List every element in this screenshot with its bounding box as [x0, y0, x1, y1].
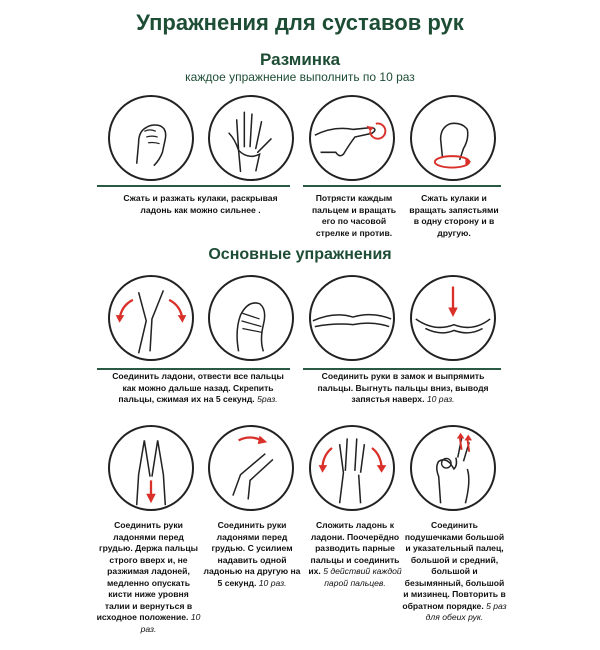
warmup-caption-1: Сжать и разжать кулаки, раскрывая ладонь как можно сильнее . — [123, 193, 278, 215]
warmup-heading: Разминка — [259, 50, 341, 69]
main-row2-caption-4: Соединить подушечками большой и указательный палец, большой и средний, большой и безымянный, большой и мизинец. Повторить в обратном порядке. 5 раз для обеих рук. — [402, 520, 507, 622]
main-heading: Основные упражнения — [208, 246, 392, 263]
wrist-rotate-icon — [410, 95, 496, 181]
divider — [303, 185, 501, 187]
fist-icon — [108, 95, 194, 181]
main-row2-caption-1: Соединить руки ладонями перед грудью. Держа пальцы строго вверх и, не разжимая ладоней, медленно опускать кисти ниже уровня талии и вернуться в исходное положение. 10 раз. — [96, 520, 201, 634]
prayer-hands-down-icon — [108, 425, 194, 511]
palm-press-icon — [208, 425, 294, 511]
main-row2-caption-3: Сложить ладонь к ладони. Поочерёдно разводить парные пальцы и соединить их. 5 действий каждой парой пальцев. — [308, 520, 402, 588]
divider — [97, 368, 290, 370]
spread-finger-pairs-icon — [309, 425, 395, 511]
interlocked-hands-icon — [208, 275, 294, 361]
main-row1-caption-left: Соединить ладони, отвести все пальцы как можно дальше назад. Скрепить пальцы, сжимая их на 5 секунд. 5раз. — [112, 371, 284, 404]
main-row1-caption-right: Соединить руки в замок и выпрямить пальцы. Выгнуть пальцы вниз, выводя запястья наверх. 10 раз. — [317, 371, 489, 404]
warmup-caption-4: Сжать кулаки и вращать запястьями в одну сторону и в другую. — [409, 193, 499, 238]
palms-spread-fingers-icon — [108, 275, 194, 361]
divider — [97, 185, 290, 187]
main-row2-caption-2: Соединить руки ладонями перед грудью. С усилием надавить одной ладонью на другую на 5 секунд. 10 раз. — [203, 520, 301, 588]
flat-palms-icon — [309, 275, 395, 361]
warmup-subtitle: каждое упражнение выполнить по 10 раз — [185, 70, 415, 84]
finger-touch-icon — [410, 425, 496, 511]
palms-down-press-icon — [410, 275, 496, 361]
warmup-caption-3: Потрясти каждым пальцем и вращать его по часовой стрелке и против. — [311, 193, 397, 238]
finger-rotate-icon — [309, 95, 395, 181]
divider — [303, 368, 501, 370]
page-title: Упражнения для суставов рук — [136, 10, 464, 35]
open-palm-icon — [208, 95, 294, 181]
